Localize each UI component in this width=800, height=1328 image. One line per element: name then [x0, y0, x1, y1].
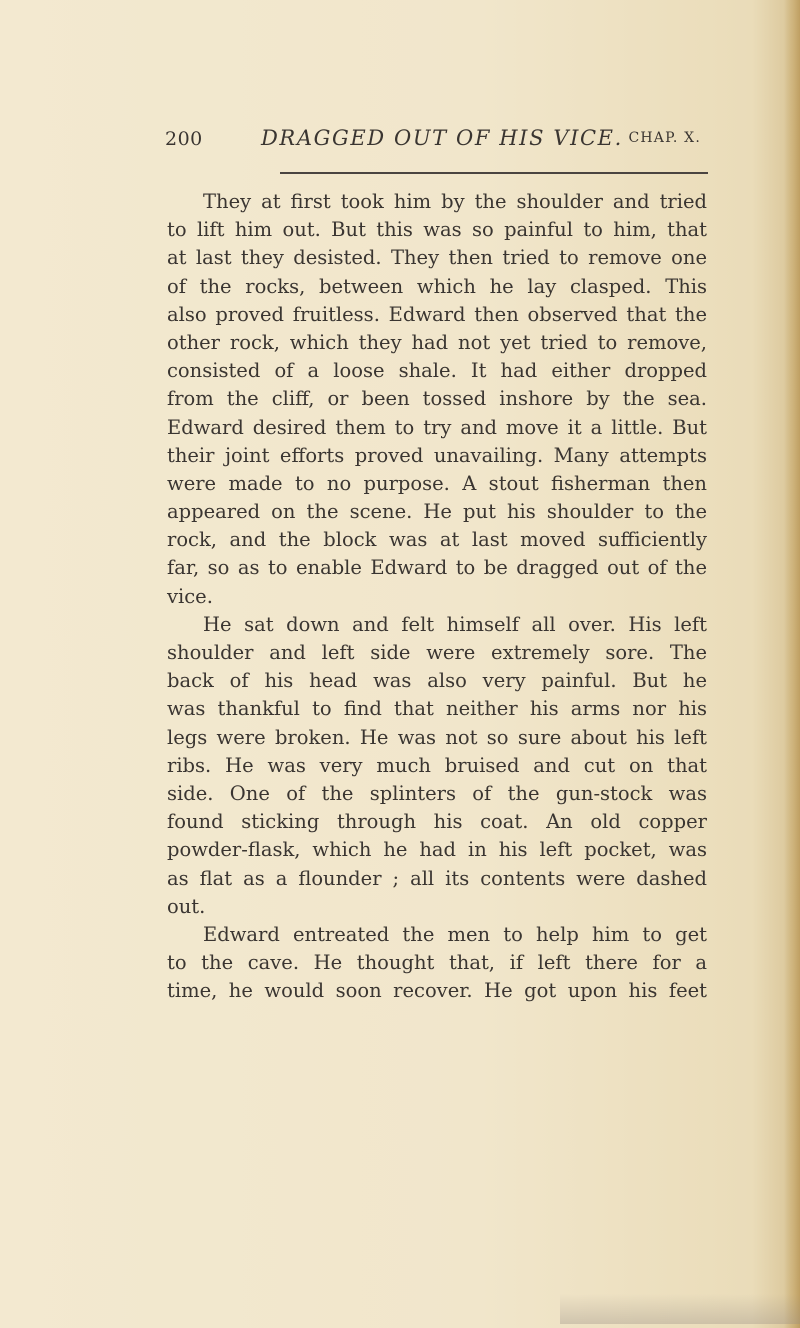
- page-smudge: [560, 1294, 800, 1324]
- text-line: They at first took him by the shoulder and tried: [203, 190, 707, 213]
- text-line: as flat as a flounder ; all its contents were dashed: [167, 866, 707, 890]
- text-line: was thankful to find that neither his arms nor his: [167, 697, 707, 721]
- text-line: other rock, which they had not yet tried to remove,: [167, 330, 707, 354]
- header-rule: [280, 172, 708, 174]
- body-text: [167, 188, 707, 1005]
- text-line: ribs. He was very much bruised and cut on that: [167, 753, 707, 777]
- text-line: far, so as to enable Edward to be dragged out of the: [167, 556, 707, 580]
- text-line: legs were broken. He was not so sure about his left: [167, 725, 707, 749]
- text-line: consisted of a loose shale. It had either dropped: [167, 359, 707, 383]
- text-line: also proved fruitless. Edward then observed that the: [167, 302, 707, 326]
- text-line: out.: [167, 894, 206, 918]
- text-line: vice.: [167, 584, 213, 608]
- page-header: [165, 128, 705, 164]
- text-line: of the rocks, between which he lay clasped. This: [167, 274, 707, 298]
- text-line: side. One of the splinters of the gun-stock was: [167, 781, 707, 805]
- text-line: to lift him out. But this was so painful to him, that: [167, 218, 707, 242]
- text-line: time, he would soon recover. He got upon his feet: [167, 979, 707, 1003]
- text-line: were made to no purpose. A stout fisherman then: [167, 471, 707, 495]
- text-line: He sat down and felt himself all over. His left: [203, 612, 707, 636]
- text-line: at last they desisted. They then tried to remove one: [167, 246, 707, 270]
- text-line: Edward entreated the men to help him to get: [203, 922, 707, 946]
- text-line: to the cave. He thought that, if left there for a: [167, 951, 707, 975]
- chapter-label: CHAP. X.: [628, 130, 701, 146]
- text-line: rock, and the block was at last moved sufficiently: [167, 528, 707, 552]
- text-line: found sticking through his coat. An old copper: [167, 810, 707, 834]
- text-line: appeared on the scene. He put his shoulder to the: [167, 500, 707, 524]
- page-edge-shadow: [784, 0, 800, 1328]
- text-line: from the cliff, or been tossed inshore by the sea.: [167, 387, 707, 411]
- text-line: their joint efforts proved unavailing. Many attempts: [167, 443, 707, 467]
- text-line: Edward desired them to try and move it a little. But: [167, 415, 707, 439]
- running-title: DRAGGED OUT OF HIS VICE.: [261, 126, 623, 150]
- text-line: shoulder and left side were extremely sore. The: [167, 641, 707, 664]
- page-number: 200: [165, 128, 203, 150]
- text-line: powder-flask, which he had in his left pocket, was: [167, 838, 707, 862]
- text-line: back of his head was also very painful. But he: [167, 669, 707, 693]
